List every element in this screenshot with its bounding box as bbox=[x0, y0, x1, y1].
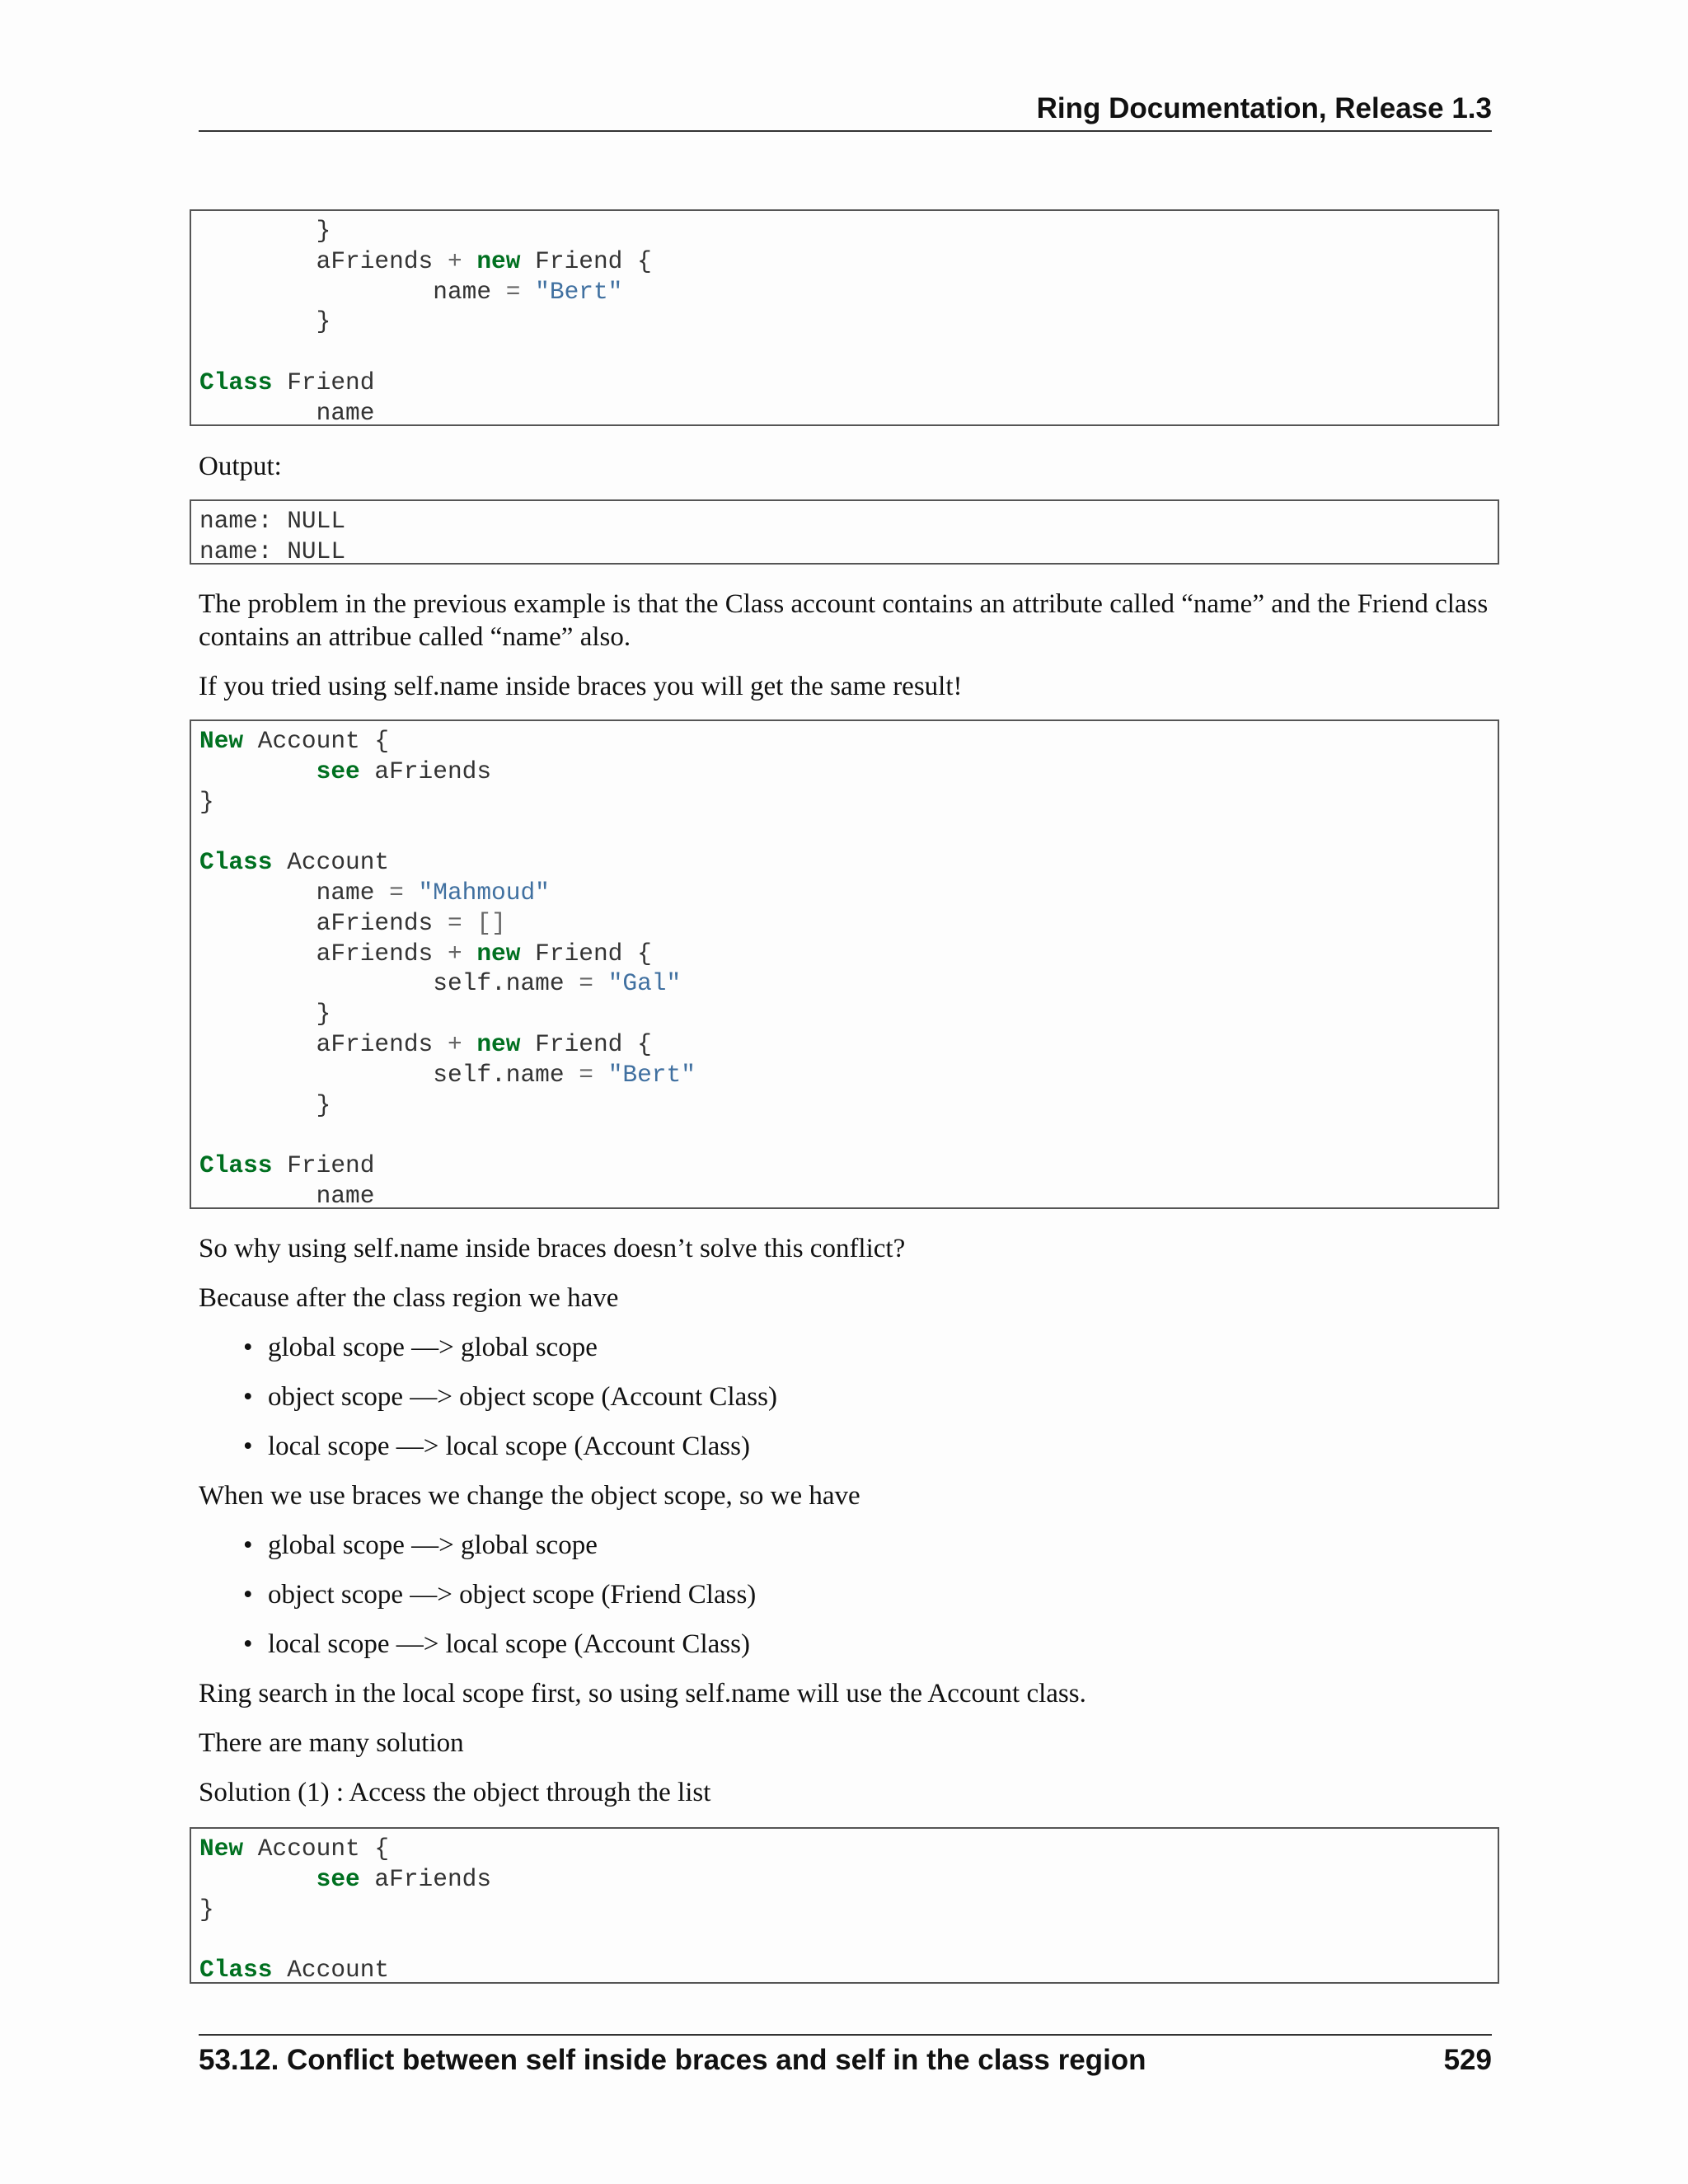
bullet-dot: • bbox=[243, 1530, 253, 1560]
list-item: • local scope —> local scope (Account Class) bbox=[243, 1432, 750, 1461]
ring-search-paragraph: Ring search in the local scope first, so using self.name will use the Account class. bbox=[199, 1679, 1086, 1708]
self-name-paragraph: If you tried using self.name inside braces you will get the same result! bbox=[199, 672, 963, 701]
bullet-dot: • bbox=[243, 1382, 253, 1412]
bullet-dot: • bbox=[243, 1629, 253, 1659]
code-block-3 bbox=[190, 1827, 1499, 1984]
list-item: • object scope —> object scope (Account Class) bbox=[243, 1382, 777, 1412]
bullet-dot: • bbox=[243, 1432, 253, 1461]
code-block-2-text: New Account { see aFriends } Class Account name = "Mahmoud" aFriends = [] aFriends + new Friend { self.name = "Gal" } aFriends + new Friend { self.name = "Bert" } Class Friend name bbox=[199, 727, 696, 1210]
code-block-1-text: } aFriends + new Friend { name = "Bert" } Class Friend name bbox=[199, 217, 652, 427]
page-number: 529 bbox=[1443, 2044, 1492, 2076]
header-rule bbox=[199, 130, 1492, 132]
list-item: • global scope —> global scope bbox=[243, 1530, 598, 1560]
because-paragraph: Because after the class region we have bbox=[199, 1283, 619, 1313]
problem-paragraph: The problem in the previous example is that the Class account contains an attribute called “name” and the Friend class contains an attribue called “name” also. bbox=[199, 589, 1489, 652]
footer-section-title: 53.12. Conflict between self inside braces and self in the class region bbox=[199, 2044, 1146, 2076]
code-block-1 bbox=[190, 209, 1499, 426]
output-label: Output: bbox=[199, 452, 282, 481]
bullet-dot: • bbox=[243, 1333, 253, 1362]
bullet-dot: • bbox=[243, 1580, 253, 1610]
output-block bbox=[190, 499, 1499, 565]
code-block-2 bbox=[190, 719, 1499, 1209]
solution1-paragraph: Solution (1) : Access the object through the list bbox=[199, 1778, 711, 1807]
list-item: • object scope —> object scope (Friend Class) bbox=[243, 1580, 757, 1610]
why-paragraph: So why using self.name inside braces doesn’t solve this conflict? bbox=[199, 1234, 906, 1263]
list-item: • local scope —> local scope (Account Class) bbox=[243, 1629, 750, 1659]
braces-paragraph: When we use braces we change the object scope, so we have bbox=[199, 1481, 860, 1511]
output-block-text: name: NULL name: NULL bbox=[199, 507, 346, 565]
list-item: • global scope —> global scope bbox=[243, 1333, 598, 1362]
code-block-3-text: New Account { see aFriends } Class Account bbox=[199, 1835, 492, 1985]
many-solution-paragraph: There are many solution bbox=[199, 1728, 464, 1758]
running-header-title: Ring Documentation, Release 1.3 bbox=[1036, 92, 1492, 124]
footer-rule bbox=[199, 2034, 1492, 2036]
